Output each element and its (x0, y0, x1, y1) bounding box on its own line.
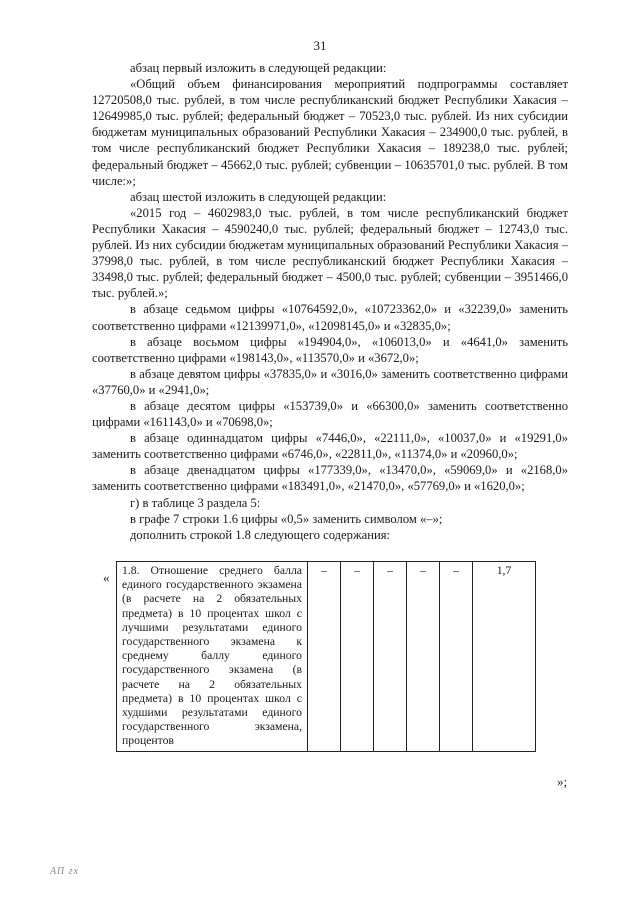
table-row (117, 562, 536, 752)
indicator-table (116, 561, 536, 752)
value-cell: 1,7 (473, 562, 536, 752)
open-quote: « (103, 570, 110, 585)
paragraph: в графе 7 строки 1.6 цифры «0,5» заменить символом «–»; (130, 511, 443, 526)
value-cell: – (374, 562, 407, 752)
footer-mark: АП гх (50, 866, 79, 877)
paragraph: дополнить строкой 1.8 следующего содержания: (130, 527, 391, 542)
paragraph: в абзаце двенадцатом цифры «177339,0», «13470,0», «59069,0» и «2168,0» заменить соответственно цифрами «183491,0», «21470,0», «57769,0» и «1620,0»; (92, 463, 568, 494)
value-cell: – (407, 562, 440, 752)
paragraph: в абзаце седьмом цифры «10764592,0», «10723362,0» и «32239,0» заменить соответственно цифрами «12139971,0», «12098145,0» и «32835,0»; (92, 302, 568, 333)
paragraph: в абзаце восьмом цифры «194904,0», «106013,0» и «4641,0» заменить соответственно цифрами «198143,0», «113570,0» и «3672,0»; (92, 334, 568, 365)
page-number: 31 (313, 38, 327, 53)
table-insert (96, 560, 576, 792)
value-cell: – (308, 562, 341, 752)
paragraph-quote: «2015 год – 4602983,0 тыс. рублей, в том числе республиканский бюджет Республики Хакасия – 4590240,0 тыс. рублей; федеральный бюджет – 12743,0 тыс. рублей. Из них субсидии бюджетам муниципальных образований Республики Хакасия – 37998,0 тыс. рублей, в том числе республиканский бюджет Республики Хакасия – 33498,0 тыс. рублей; федеральный бюджет – 4500,0 тыс. рублей; субвенции – 3951466,0 тыс. рублей.»; (92, 205, 568, 301)
document-body (92, 60, 568, 543)
paragraph: г) в таблице 3 раздела 5: (130, 495, 261, 510)
value-cell: – (440, 562, 473, 752)
paragraph-quote: «Общий объем финансирования мероприятий подпрограммы составляет 12720508,0 тыс. рублей, в том числе республиканский бюджет Республики Хакасия – 12649985,0 тыс. рублей; федеральный бюджет – 70523,0 тыс. рублей. Из них субсидии бюджетам муниципальных образований Республики Хакасия – 234900,0 тыс. рублей, в том числе республиканский бюджет Республики Хакасия – 189238,0 тыс. рублей; федеральный бюджет – 45662,0 тыс. рублей; субвенции – 10635701,0 тыс. рублей. В том числе:»; (92, 77, 568, 188)
value-cell: – (341, 562, 374, 752)
indicator-name-cell: 1.8. Отношение среднего балла единого государственного экзамена (в расчете на 2 обязательных предмета) в 10 процентах школ с лучшими результатами единого государственного экзамена к среднему баллу единого государственного экзамена (в расчете на 2 обязательных предмета) в 10 процентах школ с худшими результатами единого государственного экзамена, процентов (117, 562, 308, 752)
paragraph: в абзаце девятом цифры «37835,0» и «3016,0» заменить соответственно цифрами «37760,0» и «2941,0»; (92, 366, 568, 397)
paragraph: абзац шестой изложить в следующей редакции: (130, 189, 387, 204)
close-quote: »; (557, 774, 568, 789)
paragraph: абзац первый изложить в следующей редакции: (130, 61, 387, 75)
paragraph: в абзаце одиннадцатом цифры «7446,0», «22111,0», «10037,0» и «19291,0» заменить соответственно цифрами «6746,0», «22811,0», «11374,0» и «20960,0»; (92, 431, 568, 462)
paragraph: в абзаце десятом цифры «153739,0» и «66300,0» заменить соответственно цифрами «161143,0» и «70698,0»; (92, 398, 568, 430)
